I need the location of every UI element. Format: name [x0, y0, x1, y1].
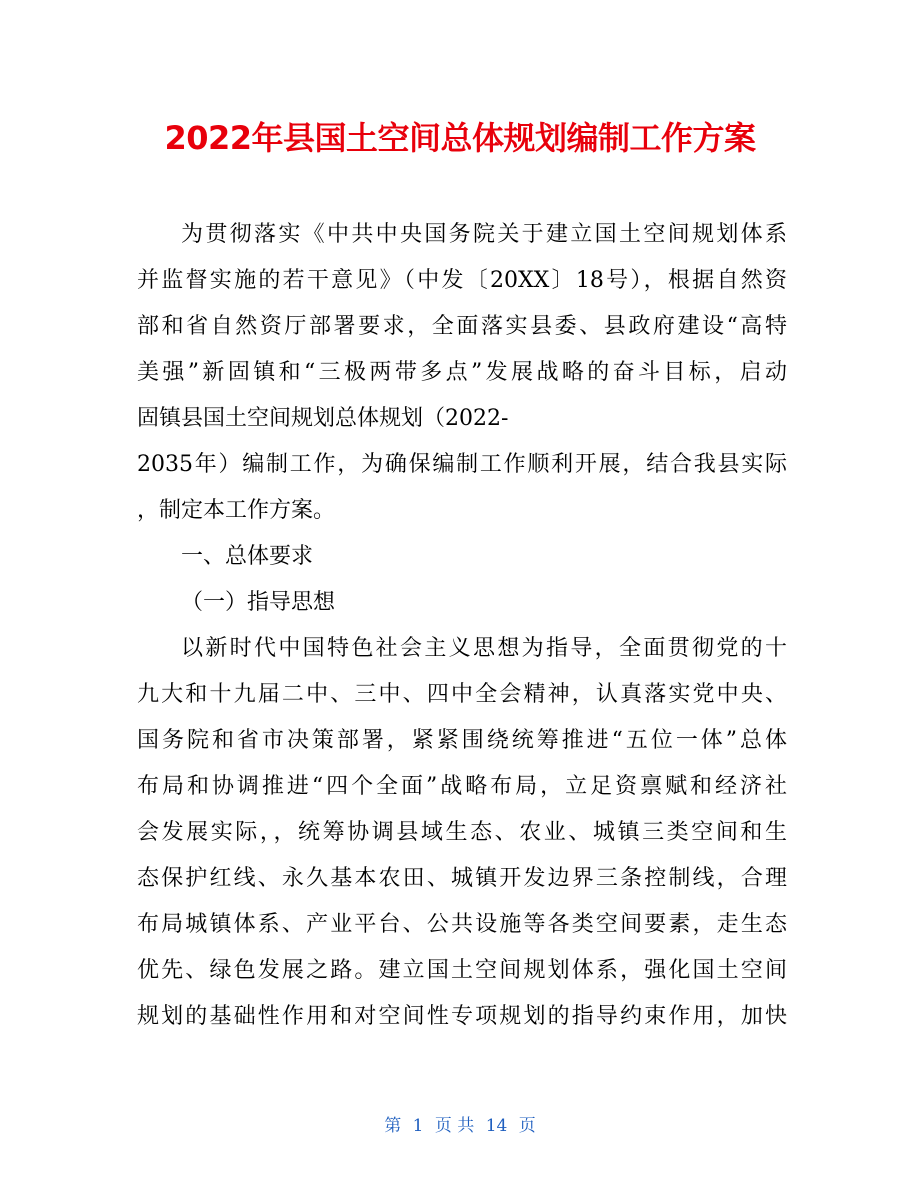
footer-prefix: 第: [384, 1116, 402, 1136]
paragraph-line: 会发展实际，，统筹协调县域生态、农业、城镇三类空间和生: [137, 820, 787, 845]
subsection-heading: （一）指导思想: [181, 590, 336, 615]
footer-total-pages: 14: [485, 1116, 508, 1136]
paragraph-line: 以新时代中国特色社会主义思想为指导，全面贯彻党的十: [181, 636, 787, 661]
paragraph-line: 美强”新固镇和“三极两带多点”发展战略的奋斗目标，启动: [137, 360, 787, 385]
footer-page-number: 1: [412, 1116, 424, 1136]
paragraph-line: 态保护红线、永久基本农田、城镇开发边界三条控制线，合理: [137, 866, 787, 891]
document-body: [137, 212, 787, 1040]
paragraph-line: 规划的基础性作用和对空间性专项规划的指导约束作用，加快: [137, 1004, 787, 1029]
paragraph-line: 国务院和省市决策部署，紧紧围绕统筹推进“五位一体”总体: [137, 728, 787, 753]
footer-middle: 页 共: [434, 1116, 475, 1136]
paragraph-line: 为贯彻落实《中共中央国务院关于建立国土空间规划体系: [181, 222, 787, 247]
paragraph-line: 并监督实施的若干意见》（中发〔20XX〕18号），根据自然资: [137, 268, 787, 293]
document-title: 2022年县国土空间总体规划编制工作方案: [164, 119, 756, 157]
paragraph-line: 2035年）编制工作，为确保编制工作顺利开展，结合我县实际: [137, 452, 787, 477]
paragraph-line: 固镇县国土空间规划总体规划（2022-: [137, 406, 509, 431]
paragraph-line: 九大和十九届二中、三中、四中全会精神，认真落实党中央、: [137, 682, 787, 707]
paragraph-line: 优先、绿色发展之路。建立国土空间规划体系，强化国土空间: [137, 958, 787, 983]
paragraph-line: ，制定本工作方案。: [137, 498, 336, 523]
paragraph-line: 部和省自然资厅部署要求，全面落实县委、县政府建设“高特: [137, 314, 787, 339]
paragraph-line: 布局城镇体系、产业平台、公共设施等各类空间要素，走生态: [137, 912, 787, 937]
footer-suffix: 页: [518, 1116, 536, 1136]
paragraph-line: 布局和协调推进“四个全面”战略布局，立足资禀赋和经济社: [137, 774, 787, 799]
page-footer: [0, 1112, 920, 1140]
section-heading: 一、总体要求: [181, 544, 314, 569]
